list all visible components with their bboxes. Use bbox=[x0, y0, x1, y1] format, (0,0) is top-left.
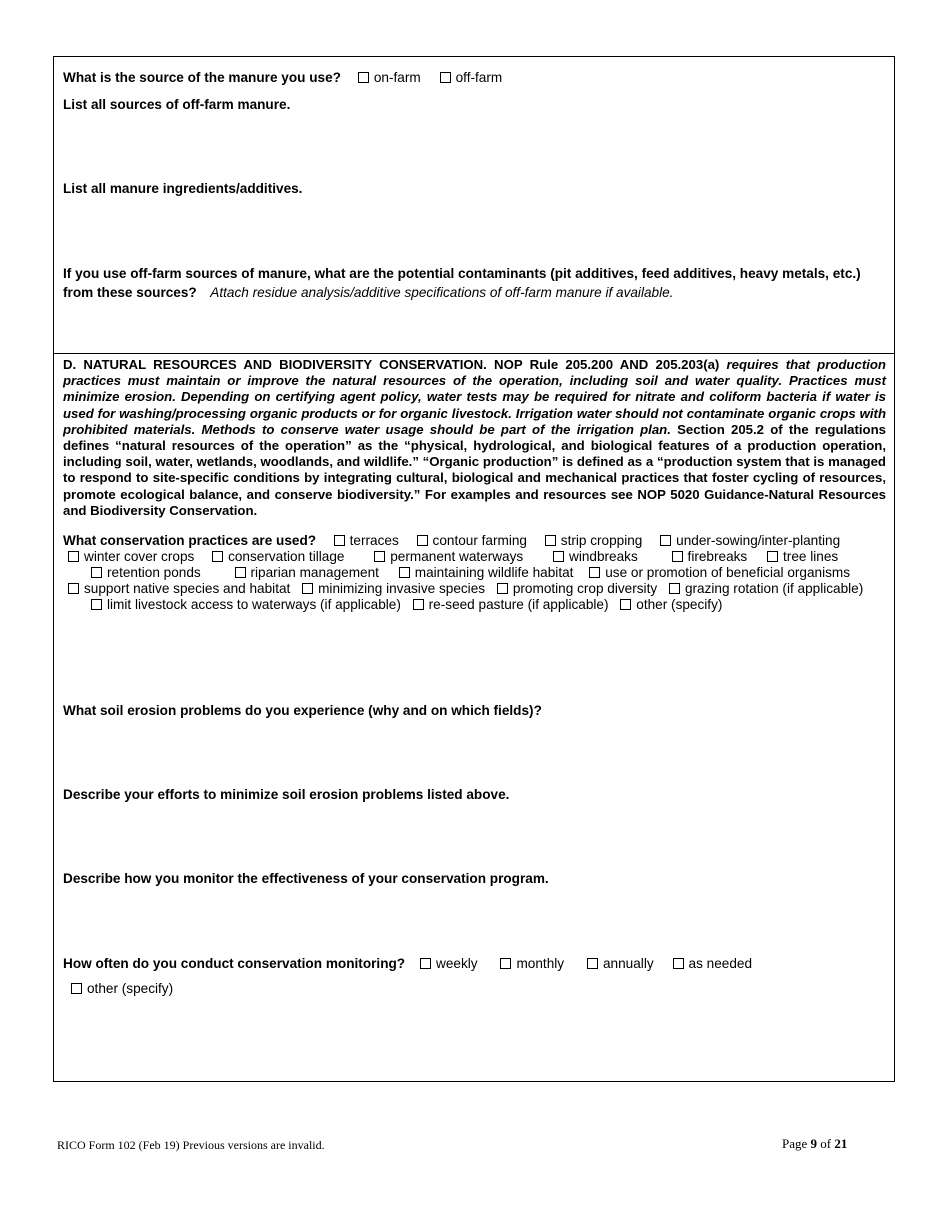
monthly-checkbox[interactable] bbox=[500, 958, 511, 969]
native-species-label: support native species and habitat bbox=[84, 581, 291, 596]
under-sowing-checkbox[interactable] bbox=[660, 535, 671, 546]
strip-cropping-checkbox[interactable] bbox=[545, 535, 556, 546]
crop-diversity-label: promoting crop diversity bbox=[512, 581, 658, 596]
contaminants-label: If you use off-farm sources of manure, what are the potential contaminants (pit additives, feed additives, heavy metals, etc.) from these sources? bbox=[63, 266, 861, 300]
monitoring-frequency-row bbox=[63, 955, 752, 973]
practices-row-1 bbox=[63, 533, 854, 549]
conservation-tillage-label: conservation tillage bbox=[228, 549, 345, 564]
monitoring-other-answer-area[interactable] bbox=[63, 1001, 883, 1071]
section-divider bbox=[54, 353, 894, 354]
native-species-checkbox[interactable] bbox=[68, 583, 79, 594]
beneficial-organisms-checkbox[interactable] bbox=[589, 567, 600, 578]
form-info: RICO Form 102 (Feb 19) Previous versions are invalid. bbox=[57, 1138, 325, 1152]
erosion-problems-label: What soil erosion problems do you experience (why and on which fields)? bbox=[63, 703, 542, 718]
practices-other-answer-area[interactable] bbox=[63, 617, 883, 697]
as-needed-label: as needed bbox=[688, 956, 753, 971]
practices-row-2 bbox=[68, 549, 852, 565]
contaminants-answer-area[interactable] bbox=[63, 305, 883, 349]
riparian-management-label: riparian management bbox=[250, 565, 379, 580]
monthly-label: monthly bbox=[516, 956, 565, 971]
on-farm-label: on-farm bbox=[373, 70, 421, 85]
limit-livestock-checkbox[interactable] bbox=[91, 599, 102, 610]
erosion-problems-answer-area[interactable] bbox=[63, 721, 883, 783]
terraces-checkbox[interactable] bbox=[334, 535, 345, 546]
monitor-effectiveness-answer-area[interactable] bbox=[63, 889, 883, 951]
off-farm-checkbox[interactable] bbox=[440, 72, 451, 83]
terraces-label: terraces bbox=[349, 533, 399, 548]
winter-cover-crops-checkbox[interactable] bbox=[68, 551, 79, 562]
other-practices-checkbox[interactable] bbox=[620, 599, 631, 610]
off-farm-label: off-farm bbox=[455, 70, 503, 85]
practices-row-3 bbox=[91, 565, 864, 581]
page-label: Page bbox=[782, 1136, 808, 1151]
offfarm-sources-answer-area[interactable] bbox=[63, 115, 883, 177]
limit-livestock-label: limit livestock access to waterways (if applicable) bbox=[107, 597, 401, 612]
strip-cropping-label: strip cropping bbox=[560, 533, 643, 548]
contaminants-question bbox=[63, 264, 893, 302]
of-label: of bbox=[820, 1136, 832, 1151]
contour-farming-checkbox[interactable] bbox=[417, 535, 428, 546]
erosion-efforts-answer-area[interactable] bbox=[63, 805, 883, 867]
contaminants-note: Attach residue analysis/additive specifications of off-farm manure if available. bbox=[210, 285, 674, 300]
reseed-pasture-checkbox[interactable] bbox=[413, 599, 424, 610]
weekly-checkbox[interactable] bbox=[420, 958, 431, 969]
beneficial-organisms-label: use or promotion of beneficial organisms bbox=[605, 565, 851, 580]
page-indicator bbox=[782, 1136, 847, 1152]
grazing-rotation-checkbox[interactable] bbox=[669, 583, 680, 594]
practices-row-4 bbox=[68, 581, 863, 597]
invasive-species-label: minimizing invasive species bbox=[318, 581, 486, 596]
section-d-italic-text: requires that production practices must maintain or improve the natural resources of the operation, including soil and water quality. Practices must minimize erosion. Depending on certifying agent policy, water tests may be required for nitrate and coliform bacteria if water is used for washing/processing organic products or for organic livestock. Irrigation water should not contaminate organic crops with prohibited materials. Methods to conserve water usage should be part of the irrigation plan. bbox=[63, 357, 886, 437]
monitor-effectiveness-label: Describe how you monitor the effectiveness of your conservation program. bbox=[63, 871, 549, 886]
tree-lines-label: tree lines bbox=[783, 549, 839, 564]
retention-ponds-label: retention ponds bbox=[107, 565, 201, 580]
weekly-label: weekly bbox=[436, 956, 478, 971]
page-number: 9 bbox=[810, 1136, 818, 1151]
monitoring-question: How often do you conduct conservation monitoring? bbox=[63, 956, 406, 971]
tree-lines-checkbox[interactable] bbox=[767, 551, 778, 562]
firebreaks-label: firebreaks bbox=[687, 549, 748, 564]
firebreaks-checkbox[interactable] bbox=[672, 551, 683, 562]
section-d-heading: D. NATURAL RESOURCES AND BIODIVERSITY CONSERVATION. NOP Rule 205.200 AND 205.203(a) bbox=[63, 357, 720, 372]
total-pages: 21 bbox=[834, 1136, 848, 1151]
retention-ponds-checkbox[interactable] bbox=[91, 567, 102, 578]
monitoring-other-checkbox[interactable] bbox=[71, 983, 82, 994]
wildlife-habitat-checkbox[interactable] bbox=[399, 567, 410, 578]
windbreaks-label: windbreaks bbox=[569, 549, 638, 564]
wildlife-habitat-label: maintaining wildlife habitat bbox=[414, 565, 574, 580]
on-farm-checkbox[interactable] bbox=[358, 72, 369, 83]
riparian-management-checkbox[interactable] bbox=[235, 567, 246, 578]
conservation-tillage-checkbox[interactable] bbox=[212, 551, 223, 562]
section-d-definitions: Section 205.2 of the regulations defines “natural resources of the operation” as the “physical, hydrological, and biological features of a production operation, including soil, water, wetlands, woodlands, and wildlife.” “Organic production” is defined as a “production system that is managed to respond to site-specific conditions by integrating cultural, biological and mechanical practices that foster cycling of resources, promote ecological balance, and conserve biodiversity.” For examples and resources see NOP 5020 Guidance-Natural Resources and Biodiversity Conservation. bbox=[63, 421, 886, 518]
monitoring-other-label: other (specify) bbox=[87, 981, 174, 996]
winter-cover-crops-label: winter cover crops bbox=[84, 549, 195, 564]
manure-ingredients-label: List all manure ingredients/additives. bbox=[63, 181, 303, 196]
offfarm-sources-label: List all sources of off-farm manure. bbox=[63, 97, 291, 112]
crop-diversity-checkbox[interactable] bbox=[497, 583, 508, 594]
manure-source-row bbox=[63, 69, 502, 87]
reseed-pasture-label: re-seed pasture (if applicable) bbox=[428, 597, 609, 612]
section-d-paragraph bbox=[63, 357, 886, 519]
manure-ingredients-answer-area[interactable] bbox=[63, 199, 883, 259]
erosion-efforts-label: Describe your efforts to minimize soil erosion problems listed above. bbox=[63, 787, 510, 802]
monitoring-other-row bbox=[71, 980, 173, 998]
windbreaks-checkbox[interactable] bbox=[553, 551, 564, 562]
form-frame bbox=[53, 56, 895, 1082]
practices-question: What conservation practices are used? bbox=[63, 533, 317, 548]
annually-checkbox[interactable] bbox=[587, 958, 598, 969]
practices-row-5 bbox=[91, 597, 736, 613]
invasive-species-checkbox[interactable] bbox=[302, 583, 313, 594]
annually-label: annually bbox=[603, 956, 654, 971]
under-sowing-label: under-sowing/inter-planting bbox=[676, 533, 841, 548]
other-practices-label: other (specify) bbox=[636, 597, 723, 612]
permanent-waterways-checkbox[interactable] bbox=[374, 551, 385, 562]
as-needed-checkbox[interactable] bbox=[673, 958, 684, 969]
permanent-waterways-label: permanent waterways bbox=[390, 549, 524, 564]
grazing-rotation-label: grazing rotation (if applicable) bbox=[684, 581, 864, 596]
manure-source-question: What is the source of the manure you use? bbox=[63, 70, 341, 85]
contour-farming-label: contour farming bbox=[432, 533, 527, 548]
